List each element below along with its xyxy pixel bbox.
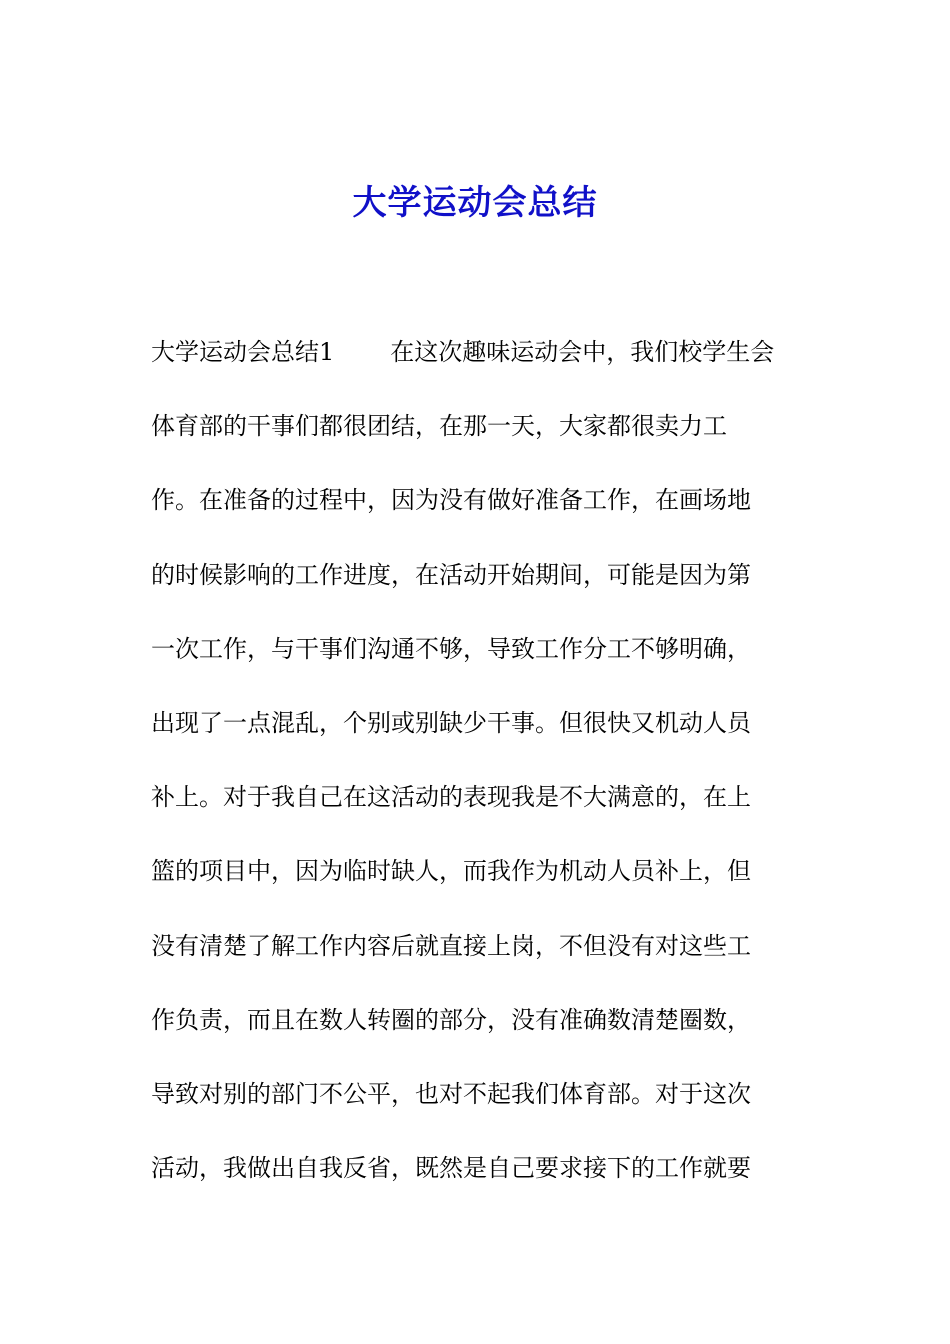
paragraph-line-6: 出现了一点混乱，个别或别缺少干事。但很快又机动人员: [151, 708, 751, 737]
paragraph-line-9: 没有清楚了解工作内容后就直接上岗，不但没有对这些工: [151, 931, 751, 960]
document-body: [151, 330, 811, 1220]
paragraph-line-7: 补上。对于我自己在这活动的表现我是不大满意的，在上: [151, 783, 751, 812]
paragraph-line-2: 体育部的干事们都很团结，在那一天，大家都很卖力工: [151, 412, 727, 441]
paragraph-line-text: 在这次趣味运动会中，我们校学生会: [390, 338, 775, 366]
document-title: 大学运动会总结: [352, 183, 598, 223]
paragraph-line-11: 导致对别的部门不公平，也对不起我们体育部。对于这次: [151, 1079, 751, 1108]
paragraph-line-12: 活动，我做出自我反省，既然是自己要求接下的工作就要: [151, 1154, 751, 1183]
paragraph-line-3: 作。在准备的过程中，因为没有做好准备工作，在画场地: [151, 486, 751, 515]
paragraph-line-8: 篮的项目中，因为临时缺人，而我作为机动人员补上，但: [151, 857, 751, 886]
paragraph-line-5: 一次工作，与干事们沟通不够，导致工作分工不够明确，: [151, 634, 751, 663]
section-heading: 大学运动会总结1: [151, 338, 335, 366]
paragraph-line-1: [151, 330, 811, 404]
paragraph-line-10: 作负责，而且在数人转圈的部分，没有准确数清楚圈数，: [151, 1005, 751, 1034]
paragraph-line-4: 的时候影响的工作进度，在活动开始期间，可能是因为第: [151, 560, 751, 589]
